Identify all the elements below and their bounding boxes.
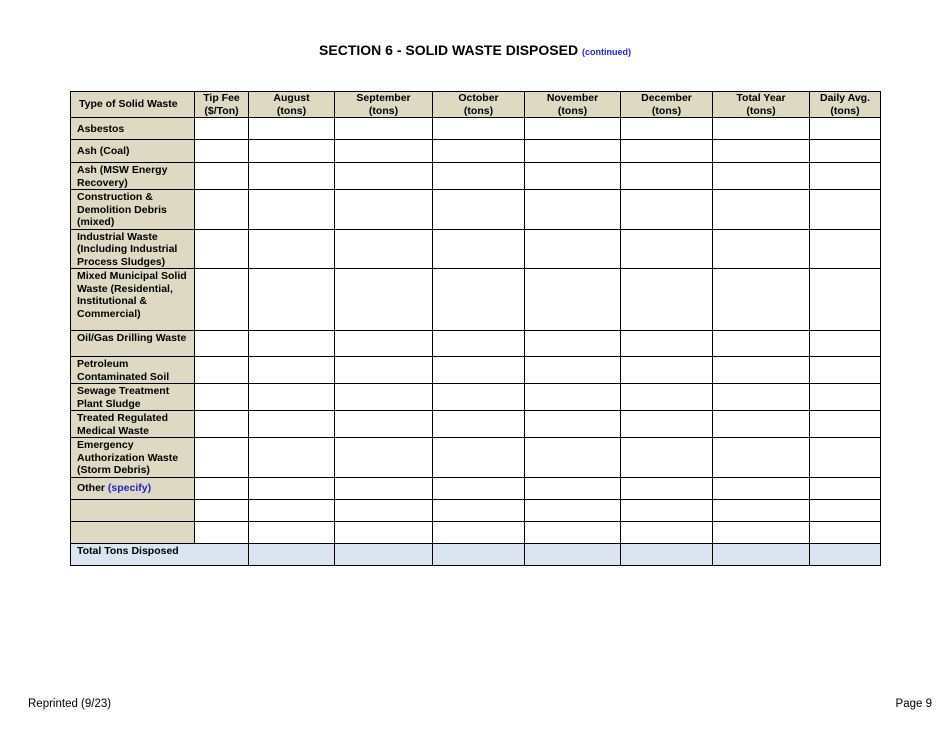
december-cell[interactable] — [621, 269, 713, 331]
daily-avg-cell[interactable] — [810, 140, 881, 163]
specify-note: (specify) — [107, 482, 152, 495]
september-cell[interactable] — [335, 269, 433, 331]
total-august-cell[interactable] — [249, 543, 335, 565]
november-cell[interactable] — [525, 229, 621, 269]
row-label-industrial-waste: Industrial Waste (Including Industrial Process Sludges) — [71, 229, 195, 269]
table-row — [71, 477, 881, 499]
october-cell[interactable] — [433, 384, 525, 411]
december-cell[interactable] — [621, 521, 713, 543]
august-cell[interactable] — [249, 499, 335, 521]
september-cell[interactable] — [335, 190, 433, 230]
september-cell[interactable] — [335, 411, 433, 438]
total-year-cell[interactable] — [713, 269, 810, 331]
october-cell[interactable] — [433, 163, 525, 190]
daily-avg-cell[interactable] — [810, 477, 881, 499]
section-title: SECTION 6 - SOLID WASTE DISPOSED — [319, 42, 579, 58]
header-november: November (tons) — [525, 92, 621, 118]
total-tons-disposed-label: Total Tons Disposed — [71, 543, 249, 565]
row-label-ash-msw: Ash (MSW Energy Recovery) — [71, 163, 195, 190]
september-cell[interactable] — [335, 331, 433, 357]
october-cell[interactable] — [433, 438, 525, 478]
total-year-cell[interactable] — [713, 411, 810, 438]
total-year-cell[interactable] — [713, 140, 810, 163]
november-cell[interactable] — [525, 190, 621, 230]
total-year-cell[interactable] — [713, 190, 810, 230]
header-total-year: Total Year (tons) — [713, 92, 810, 118]
daily-avg-cell[interactable] — [810, 357, 881, 384]
november-cell[interactable] — [525, 411, 621, 438]
table-row — [71, 269, 881, 331]
august-cell[interactable] — [249, 118, 335, 140]
november-cell[interactable] — [525, 140, 621, 163]
november-cell[interactable] — [525, 438, 621, 478]
header-december: December (tons) — [621, 92, 713, 118]
october-cell[interactable] — [433, 118, 525, 140]
october-cell[interactable] — [433, 411, 525, 438]
september-cell[interactable] — [335, 499, 433, 521]
september-cell[interactable] — [335, 140, 433, 163]
october-cell[interactable] — [433, 357, 525, 384]
row-label-ash-coal: Ash (Coal) — [71, 140, 195, 163]
total-year-cell[interactable] — [713, 438, 810, 478]
reprint-note: Reprinted (9/23) — [28, 698, 112, 710]
august-cell[interactable] — [249, 190, 335, 230]
december-cell[interactable] — [621, 118, 713, 140]
august-cell[interactable] — [249, 331, 335, 357]
header-type-of-solid-waste: Type of Solid Waste — [71, 92, 195, 118]
november-cell[interactable] — [525, 499, 621, 521]
row-label-mixed-municipal: Mixed Municipal Solid Waste (Residential, Institutional & Commercial) — [71, 269, 195, 331]
total-year-cell[interactable] — [713, 163, 810, 190]
total-year-cell[interactable] — [713, 499, 810, 521]
tip-fee-cell[interactable] — [195, 477, 249, 499]
tip-fee-cell[interactable] — [195, 140, 249, 163]
august-cell[interactable] — [249, 521, 335, 543]
august-cell[interactable] — [249, 269, 335, 331]
december-cell[interactable] — [621, 384, 713, 411]
solid-waste-table — [70, 91, 881, 566]
september-cell[interactable] — [335, 521, 433, 543]
december-cell[interactable] — [621, 499, 713, 521]
october-cell[interactable] — [433, 477, 525, 499]
continued-note: (continued) — [581, 47, 631, 57]
header-september: September (tons) — [335, 92, 433, 118]
september-cell[interactable] — [335, 229, 433, 269]
december-cell[interactable] — [621, 411, 713, 438]
october-cell[interactable] — [433, 269, 525, 331]
table-row — [71, 438, 881, 478]
table-row — [71, 190, 881, 230]
daily-avg-cell[interactable] — [810, 269, 881, 331]
page-title — [0, 41, 950, 61]
tip-fee-cell[interactable] — [195, 229, 249, 269]
table-row — [71, 521, 881, 543]
august-cell[interactable] — [249, 477, 335, 499]
page-number: Page 9 — [895, 698, 932, 710]
tip-fee-cell[interactable] — [195, 438, 249, 478]
december-cell[interactable] — [621, 438, 713, 478]
table-row — [71, 357, 881, 384]
row-label-other — [71, 477, 195, 499]
december-cell[interactable] — [621, 477, 713, 499]
header-daily-avg: Daily Avg. (tons) — [810, 92, 881, 118]
row-label-other-specify-1[interactable] — [71, 499, 195, 521]
total-year-cell[interactable] — [713, 384, 810, 411]
tip-fee-cell[interactable] — [195, 331, 249, 357]
tip-fee-cell[interactable] — [195, 499, 249, 521]
september-cell[interactable] — [335, 477, 433, 499]
header-row — [71, 92, 881, 118]
september-cell[interactable] — [335, 384, 433, 411]
row-label-other-specify-2[interactable] — [71, 521, 195, 543]
total-september-cell[interactable] — [335, 543, 433, 565]
december-cell[interactable] — [621, 190, 713, 230]
october-cell[interactable] — [433, 140, 525, 163]
december-cell[interactable] — [621, 331, 713, 357]
table-row — [71, 411, 881, 438]
november-cell[interactable] — [525, 521, 621, 543]
daily-avg-cell[interactable] — [810, 384, 881, 411]
row-label-oil-gas-drilling: Oil/Gas Drilling Waste — [71, 331, 195, 357]
daily-avg-cell[interactable] — [810, 438, 881, 478]
other-label: Other — [77, 482, 108, 495]
september-cell[interactable] — [335, 357, 433, 384]
october-cell[interactable] — [433, 331, 525, 357]
december-cell[interactable] — [621, 163, 713, 190]
december-cell[interactable] — [621, 357, 713, 384]
september-cell[interactable] — [335, 163, 433, 190]
daily-avg-cell[interactable] — [810, 190, 881, 230]
total-year-cell[interactable] — [713, 229, 810, 269]
tip-fee-cell[interactable] — [195, 118, 249, 140]
december-cell[interactable] — [621, 140, 713, 163]
row-label-emergency-authorization: Emergency Authorization Waste (Storm Debris) — [71, 438, 195, 478]
total-november-cell[interactable] — [525, 543, 621, 565]
tip-fee-cell[interactable] — [195, 190, 249, 230]
total-october-cell[interactable] — [433, 543, 525, 565]
tip-fee-cell[interactable] — [195, 357, 249, 384]
row-label-construction-demolition: Construction & Demolition Debris (mixed) — [71, 190, 195, 230]
header-august: August (tons) — [249, 92, 335, 118]
total-total-year-cell[interactable] — [713, 543, 810, 565]
october-cell[interactable] — [433, 190, 525, 230]
tip-fee-cell[interactable] — [195, 269, 249, 331]
daily-avg-cell[interactable] — [810, 499, 881, 521]
table-row — [71, 384, 881, 411]
tip-fee-cell[interactable] — [195, 163, 249, 190]
total-year-cell[interactable] — [713, 118, 810, 140]
row-label-sewage-sludge: Sewage Treatment Plant Sludge — [71, 384, 195, 411]
total-daily-avg-cell[interactable] — [810, 543, 881, 565]
tip-fee-cell[interactable] — [195, 521, 249, 543]
header-tip-fee: Tip Fee ($/Ton) — [195, 92, 249, 118]
november-cell[interactable] — [525, 118, 621, 140]
september-cell[interactable] — [335, 118, 433, 140]
tip-fee-cell[interactable] — [195, 411, 249, 438]
table-row — [71, 163, 881, 190]
november-cell[interactable] — [525, 331, 621, 357]
october-cell[interactable] — [433, 499, 525, 521]
december-cell[interactable] — [621, 229, 713, 269]
august-cell[interactable] — [249, 384, 335, 411]
tip-fee-cell[interactable] — [195, 384, 249, 411]
total-year-cell[interactable] — [713, 477, 810, 499]
october-cell[interactable] — [433, 521, 525, 543]
november-cell[interactable] — [525, 269, 621, 331]
table-row — [71, 331, 881, 357]
table-row — [71, 499, 881, 521]
november-cell[interactable] — [525, 357, 621, 384]
table-row — [71, 118, 881, 140]
row-label-medical-waste: Treated Regulated Medical Waste — [71, 411, 195, 438]
row-label-petroleum-soil: Petroleum Contaminated Soil — [71, 357, 195, 384]
november-cell[interactable] — [525, 384, 621, 411]
september-cell[interactable] — [335, 438, 433, 478]
august-cell[interactable] — [249, 411, 335, 438]
november-cell[interactable] — [525, 477, 621, 499]
daily-avg-cell[interactable] — [810, 118, 881, 140]
table-row — [71, 229, 881, 269]
daily-avg-cell[interactable] — [810, 331, 881, 357]
august-cell[interactable] — [249, 438, 335, 478]
total-december-cell[interactable] — [621, 543, 713, 565]
total-row — [71, 543, 881, 565]
table-row — [71, 140, 881, 163]
august-cell[interactable] — [249, 229, 335, 269]
daily-avg-cell[interactable] — [810, 163, 881, 190]
daily-avg-cell[interactable] — [810, 411, 881, 438]
row-label-asbestos: Asbestos — [71, 118, 195, 140]
header-october: October (tons) — [433, 92, 525, 118]
total-year-cell[interactable] — [713, 357, 810, 384]
august-cell[interactable] — [249, 140, 335, 163]
august-cell[interactable] — [249, 163, 335, 190]
total-year-cell[interactable] — [713, 331, 810, 357]
august-cell[interactable] — [249, 357, 335, 384]
november-cell[interactable] — [525, 163, 621, 190]
total-year-cell[interactable] — [713, 521, 810, 543]
october-cell[interactable] — [433, 229, 525, 269]
daily-avg-cell[interactable] — [810, 229, 881, 269]
daily-avg-cell[interactable] — [810, 521, 881, 543]
